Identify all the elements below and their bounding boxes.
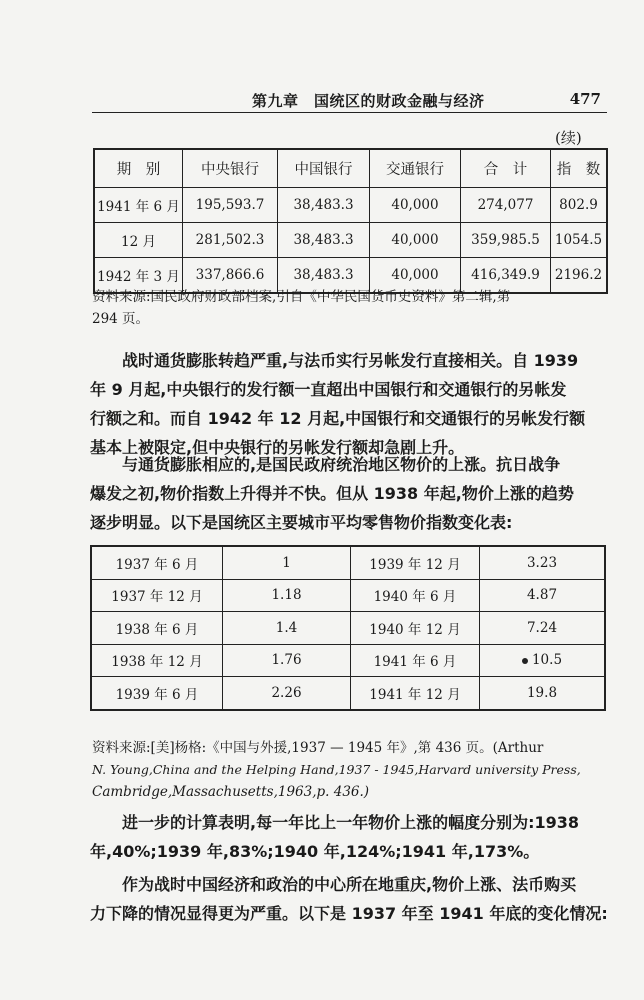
table2-source-note bbox=[92, 737, 616, 803]
table-header-row bbox=[94, 149, 607, 188]
column-header: 合 计 bbox=[461, 149, 551, 188]
text-line: 进一步的计算表明,每一年比上一年物价上涨的幅度分别为:1938 bbox=[90, 813, 580, 832]
table-cell: 1941 年 12 月 bbox=[351, 677, 480, 710]
paragraph-inflation bbox=[90, 346, 585, 462]
note-line: N. Young,China and the Helping Hand,1937 - 1945,Harvard university Press, bbox=[92, 762, 581, 777]
table-row bbox=[91, 546, 605, 579]
text-line: 与通货膨胀相应的,是国民政府统治地区物价的上涨。抗日战争 bbox=[90, 455, 561, 474]
text-line: 力下降的情况显得更为严重。以下是 1937 年至 1941 年底的变化情况: bbox=[90, 904, 608, 923]
text-line: 基本上被限定,但中央银行的另帐发行额却急剧上升。 bbox=[90, 438, 465, 457]
chapter-title: 第九章 国统区的财政金融与经济 bbox=[252, 92, 485, 110]
text-line: 作为战时中国经济和政治的中心所在地重庆,物价上涨、法币购买 bbox=[90, 875, 577, 894]
table-cell: 7.24 bbox=[480, 612, 606, 645]
table-cell: 1054.5 bbox=[551, 223, 608, 258]
ink-dot-mark bbox=[522, 658, 528, 664]
table-row bbox=[94, 188, 607, 223]
table-cell: 38,483.3 bbox=[278, 188, 370, 223]
text-line: 年 9 月起,中央银行的发行额一直超出中国银行和交通银行的另帐发 bbox=[90, 380, 567, 399]
table1-source-note bbox=[92, 286, 612, 330]
table-cell: 40,000 bbox=[370, 258, 461, 294]
note-line: 资料来源:国民政府财政部档案,引自《中华民国货币史资料》第二辑,第 bbox=[92, 289, 511, 305]
table-cell-marked bbox=[480, 644, 606, 677]
banknote-issuance-table bbox=[93, 148, 608, 294]
table-cell: 337,866.6 bbox=[183, 258, 278, 294]
table-cell: 38,483.3 bbox=[278, 223, 370, 258]
table-cell: 40,000 bbox=[370, 223, 461, 258]
table-cell: 1.18 bbox=[223, 579, 351, 612]
table-cell: 4.87 bbox=[480, 579, 606, 612]
table-cell: 1937 年 12 月 bbox=[91, 579, 223, 612]
table-cell: 1939 年 12 月 bbox=[351, 546, 480, 579]
text-line: 爆发之初,物价指数上升得并不快。但从 1938 年起,物价上涨的趋势 bbox=[90, 484, 574, 503]
table-cell: 40,000 bbox=[370, 188, 461, 223]
table-cell: 2.26 bbox=[223, 677, 351, 710]
table-cell: 1938 年 12 月 bbox=[91, 644, 223, 677]
table-cell: 359,985.5 bbox=[461, 223, 551, 258]
table-cell: 1940 年 6 月 bbox=[351, 579, 480, 612]
column-header: 中国银行 bbox=[278, 149, 370, 188]
table-row bbox=[91, 644, 605, 677]
table-row bbox=[91, 612, 605, 645]
column-header: 交通银行 bbox=[370, 149, 461, 188]
table-cell: 2196.2 bbox=[551, 258, 608, 294]
note-line: 294 页。 bbox=[92, 311, 150, 327]
paragraph-chongqing bbox=[90, 870, 608, 928]
text-line: 战时通货膨胀转趋严重,与法币实行另帐发行直接相关。自 1939 bbox=[90, 351, 579, 370]
price-index-table bbox=[90, 545, 606, 711]
table-cell: 1.76 bbox=[223, 644, 351, 677]
table-cell: 1941 年 6 月 bbox=[351, 644, 480, 677]
table-cell: 281,502.3 bbox=[183, 223, 278, 258]
continued-label: (续) bbox=[555, 129, 582, 147]
table-cell: 10.5 bbox=[531, 652, 563, 669]
table-row bbox=[91, 579, 605, 612]
table-cell: 19.8 bbox=[480, 677, 606, 710]
table-cell: 1938 年 6 月 bbox=[91, 612, 223, 645]
table-cell: 1942 年 3 月 bbox=[94, 258, 183, 294]
table-row bbox=[91, 677, 605, 710]
table-cell: 802.9 bbox=[551, 188, 608, 223]
column-header: 期 别 bbox=[94, 149, 183, 188]
note-line: 资料来源:[美]杨格:《中国与外援,1937 — 1945 年》,第 436 页。(Arthur bbox=[92, 740, 544, 756]
table-cell: 12 月 bbox=[94, 223, 183, 258]
table-cell: 38,483.3 bbox=[278, 258, 370, 294]
running-head bbox=[92, 88, 607, 113]
column-header: 中央银行 bbox=[183, 149, 278, 188]
table-cell: 3.23 bbox=[480, 546, 606, 579]
table-cell: 1941 年 6 月 bbox=[94, 188, 183, 223]
column-header: 指 数 bbox=[551, 149, 608, 188]
paragraph-prices bbox=[90, 450, 574, 537]
table-cell: 274,077 bbox=[461, 188, 551, 223]
text-line: 逐步明显。以下是国统区主要城市平均零售物价指数变化表: bbox=[90, 513, 513, 532]
table-cell: 1939 年 6 月 bbox=[91, 677, 223, 710]
table-cell: 416,349.9 bbox=[461, 258, 551, 294]
paragraph-annual-increase bbox=[90, 808, 579, 866]
table-cell: 1937 年 6 月 bbox=[91, 546, 223, 579]
note-line: Cambridge,Massachusetts,1963,p. 436.) bbox=[92, 784, 370, 800]
text-line: 行额之和。而自 1942 年 12 月起,中国银行和交通银行的另帐发行额 bbox=[90, 409, 586, 428]
table-row bbox=[94, 223, 607, 258]
table-cell: 195,593.7 bbox=[183, 188, 278, 223]
page-number: 477 bbox=[569, 90, 601, 108]
text-line: 年,40%;1939 年,83%;1940 年,124%;1941 年,173%。 bbox=[90, 842, 540, 861]
table-cell: 1.4 bbox=[223, 612, 351, 645]
table-cell: 1 bbox=[223, 546, 351, 579]
table-cell: 1940 年 12 月 bbox=[351, 612, 480, 645]
